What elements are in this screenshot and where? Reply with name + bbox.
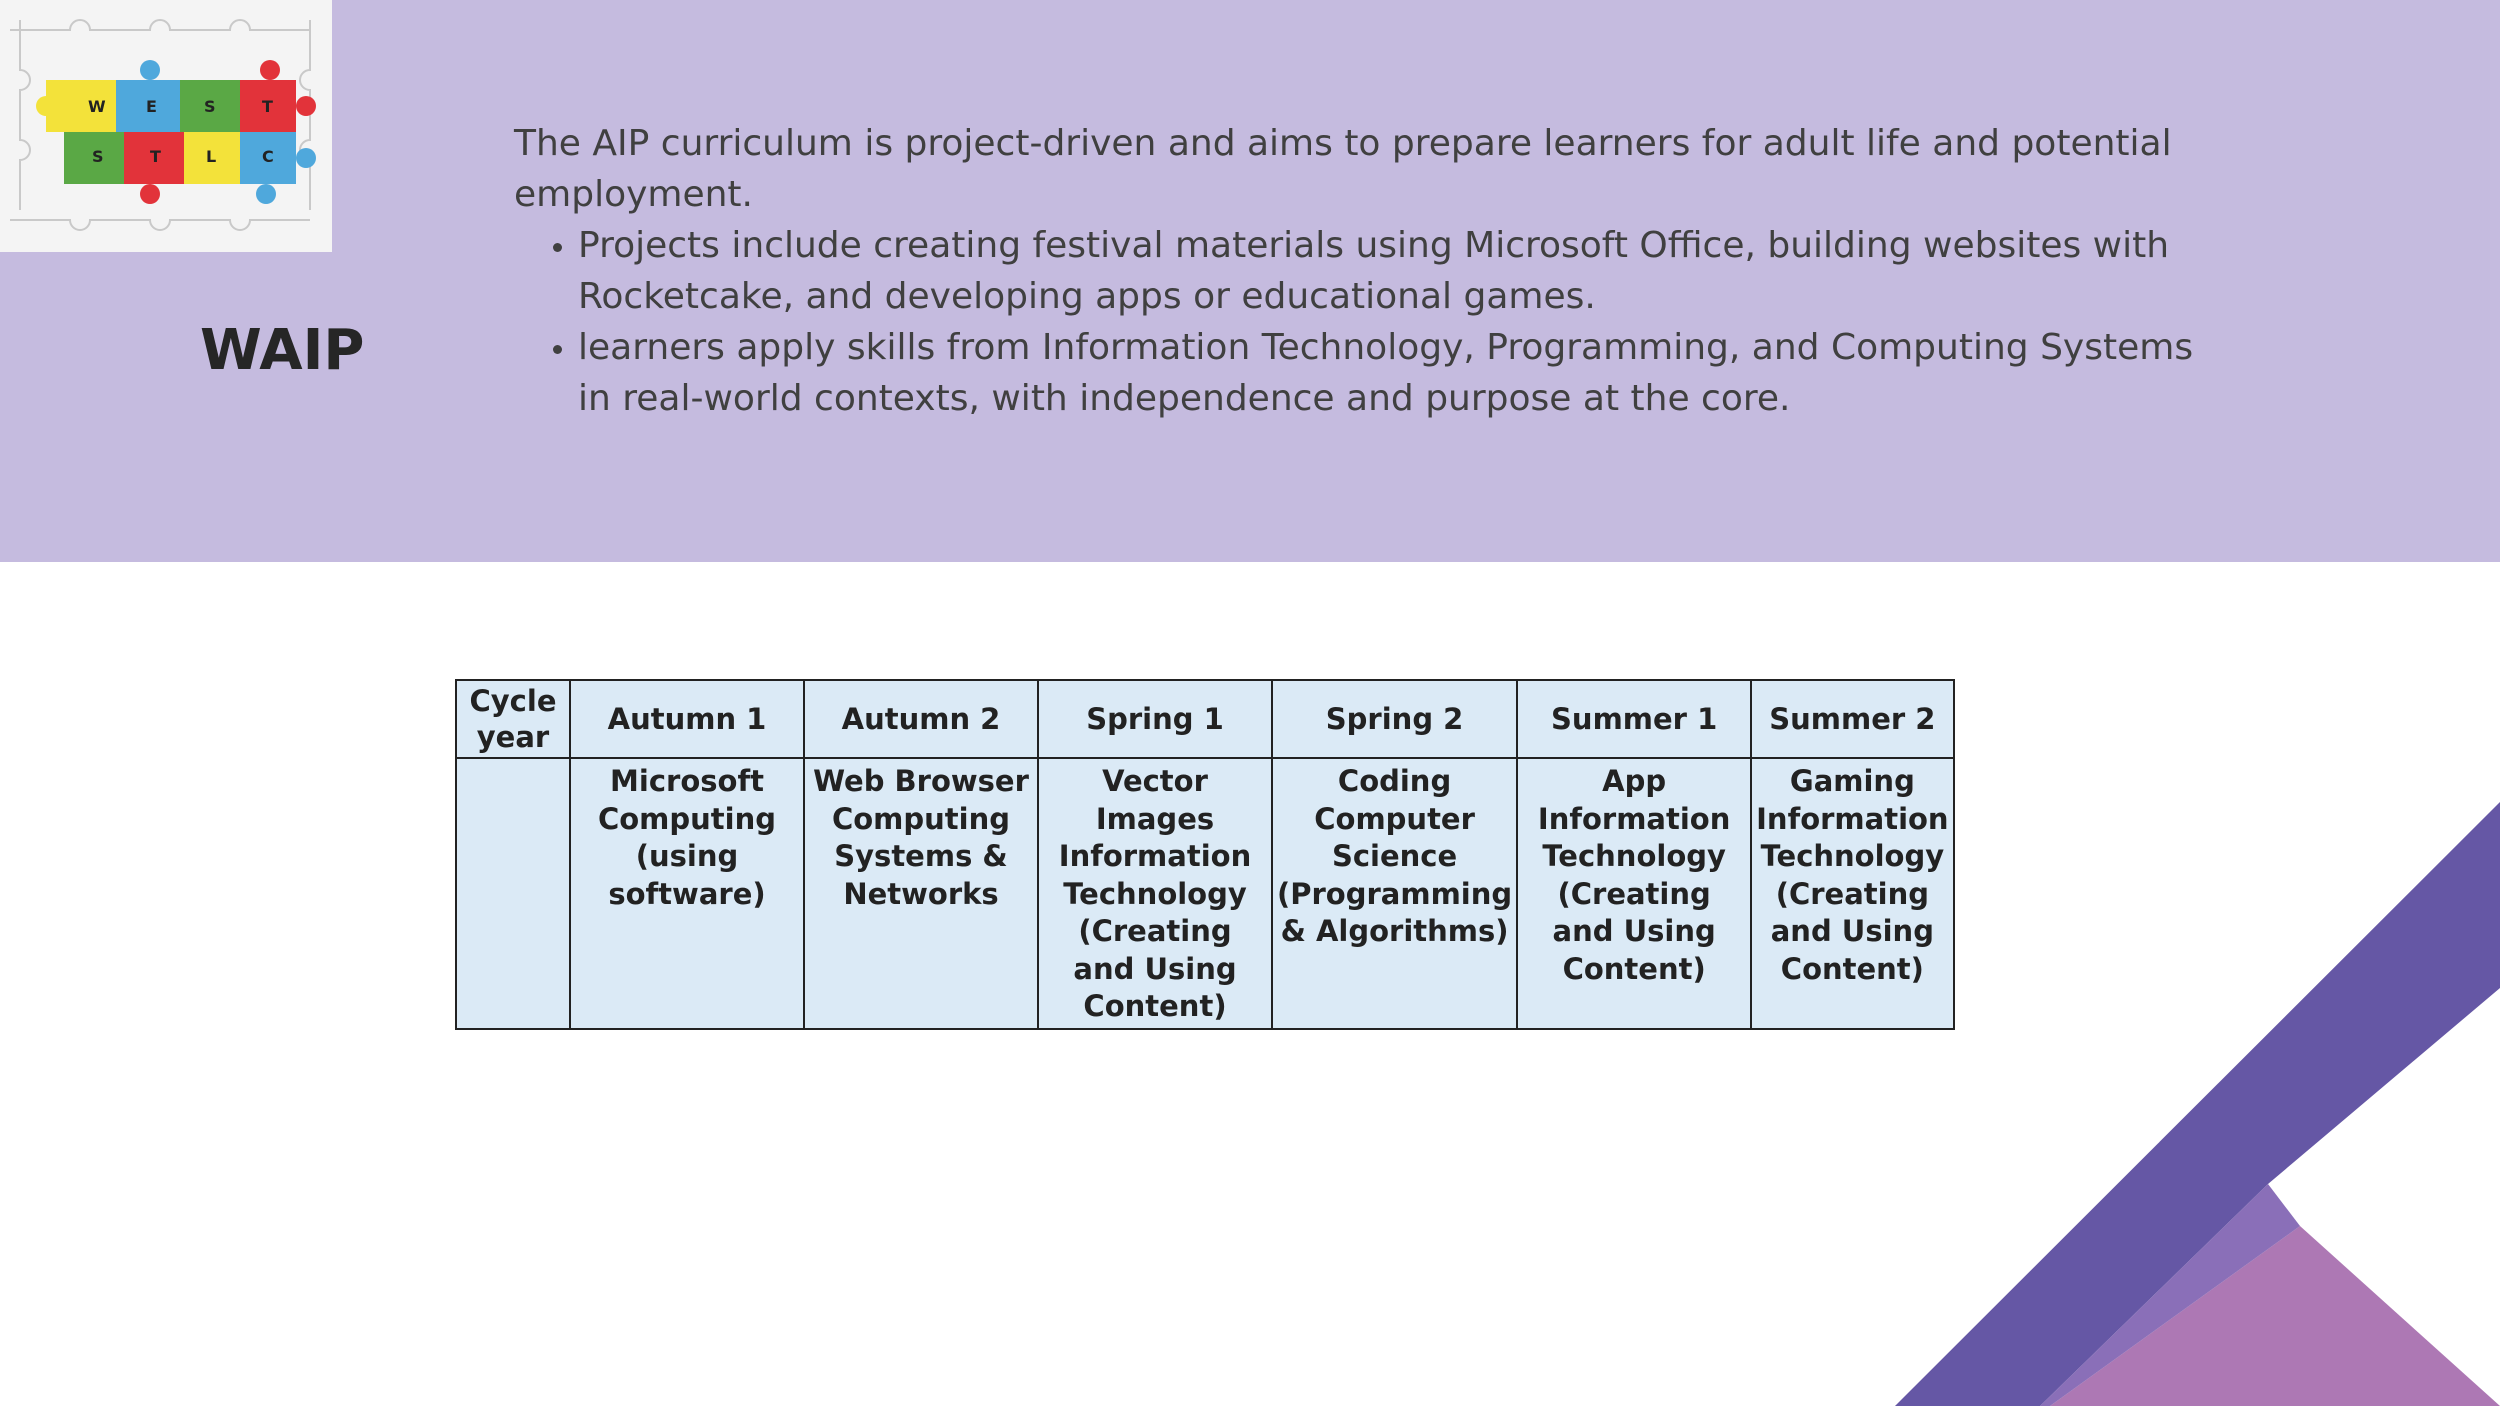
- table-cell: Coding Computer Science (Programming & Algorithms): [1272, 758, 1517, 1029]
- table-header-cell: Cycle year: [456, 680, 570, 758]
- table-header-cell: Autumn 2: [804, 680, 1038, 758]
- bullet-item: • learners apply skills from Information Technology, Programming, and Computing Systems in real-world contexts, with independence and purpose at the core.: [578, 322, 2234, 424]
- logo-letter: L: [206, 147, 217, 166]
- table-header-cell: Summer 1: [1517, 680, 1751, 758]
- table-header-cell: Spring 1: [1038, 680, 1272, 758]
- logo-letter: C: [262, 147, 274, 166]
- logo-letter: E: [146, 97, 157, 116]
- bullet-item: • Projects include creating festival materials using Microsoft Office, building websites with Rocketcake, and developing apps or educational games.: [578, 220, 2234, 322]
- logo-letter: S: [204, 97, 216, 116]
- table-header-cell: Spring 2: [1272, 680, 1517, 758]
- table-cell: Web Browser Computing Systems & Networks: [804, 758, 1038, 1029]
- intro-paragraph: The AIP curriculum is project-driven and aims to prepare learners for adult life and potential employment.: [514, 123, 2172, 215]
- logo-letter: T: [262, 97, 273, 116]
- table-cell: Gaming Information Technology (Creating and Using Content): [1751, 758, 1953, 1029]
- logo-letter: S: [92, 147, 104, 166]
- table-header-cell: Summer 2: [1751, 680, 1953, 758]
- table-cell: App Information Technology (Creating and Using Content): [1517, 758, 1751, 1029]
- logo-letter: T: [150, 147, 161, 166]
- table-cell: Microsoft Computing (using software): [570, 758, 804, 1029]
- table-header-cell: Autumn 1: [570, 680, 804, 758]
- table-cell: Vector Images Information Technology (Creating and Using Content): [1038, 758, 1272, 1029]
- page-title: WAIP: [200, 318, 365, 383]
- logo-letter: W: [88, 97, 106, 116]
